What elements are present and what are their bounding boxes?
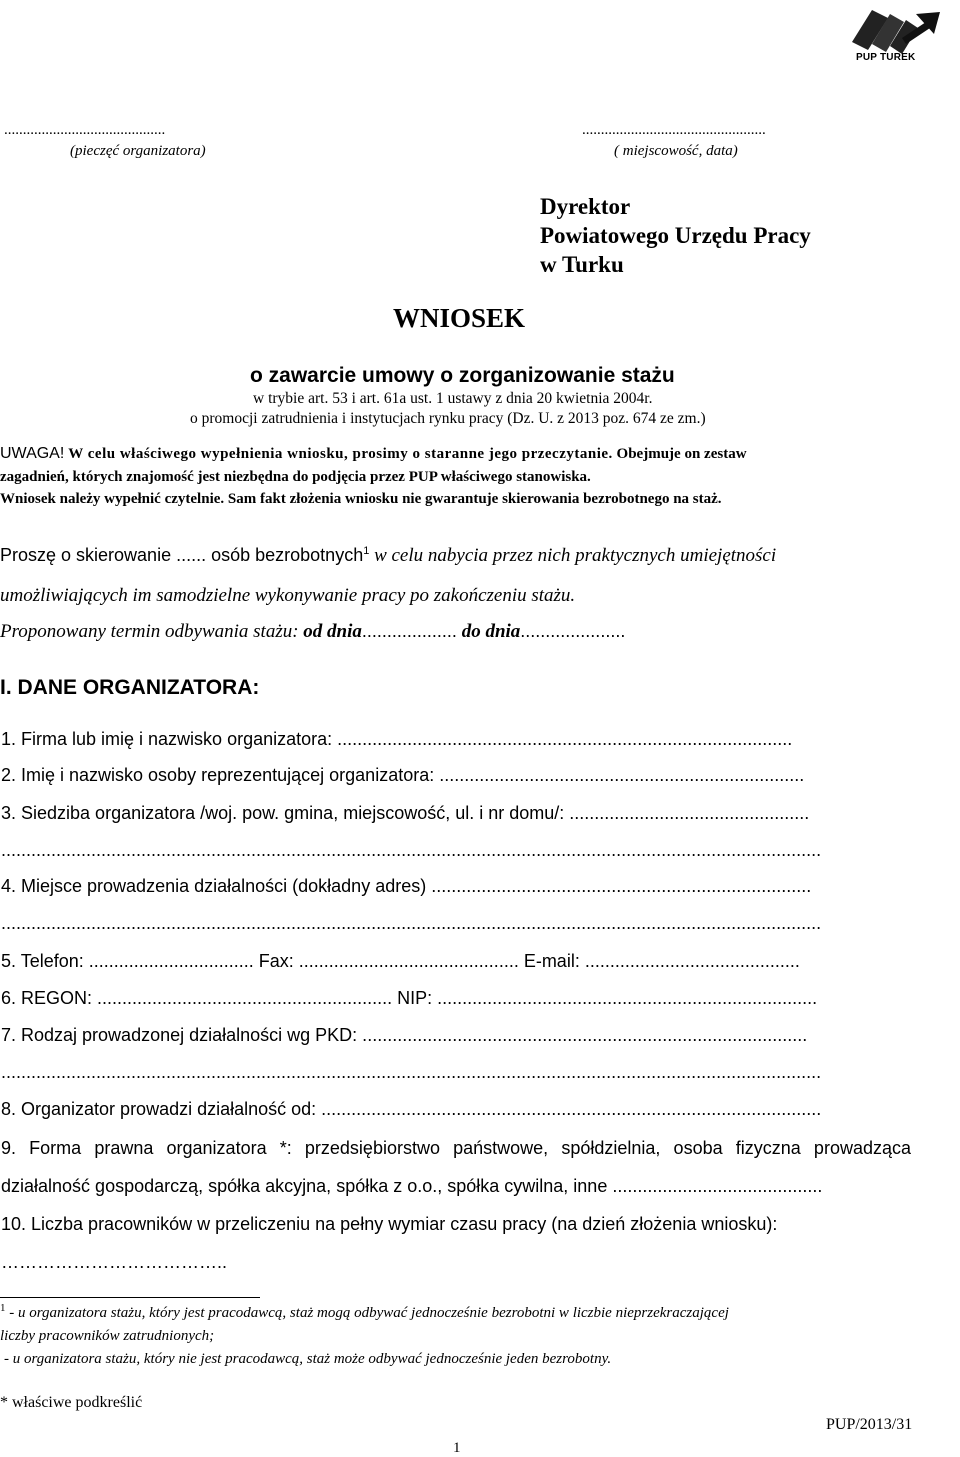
footnote-line3: - u organizatora stażu, który nie jest pracodawcą, staż może odbywać jednocześnie jeden bezrobotny. — [4, 1351, 612, 1367]
warning-line1 — [0, 443, 747, 465]
place-date-caption: ( miejscowość, data) — [614, 143, 738, 159]
stamp-caption: (pieczęć organizatora) — [70, 143, 206, 159]
field-contact[interactable]: 5. Telefon: ................................. Fax: ............................................ E-mail: ........................................... — [1, 951, 800, 971]
field-pkd[interactable]: 7. Rodzaj prowadzonej działalności wg PKD: ......................................................................................... — [1, 1025, 808, 1045]
term-from-label: od dnia — [303, 621, 362, 642]
field-seat-continued[interactable]: .................................................................................................................................................................... — [1, 840, 822, 860]
request-line2: umożliwiających im samodzielne wykonywanie pracy po zakończeniu stażu. — [0, 585, 576, 606]
page-number: 1 — [453, 1440, 461, 1456]
field-representative[interactable]: 2. Imię i nazwisko osoby reprezentującej organizatora: ......................................................................... — [1, 765, 805, 785]
warning-no-guarantee: Sam fakt złożenia wniosku nie gwarantuje skierowania bezrobotnego na staż. — [224, 491, 722, 507]
field-legal-form-continued[interactable]: działalność gospodarczą, spółka akcyjna, spółka z o.o., spółka cywilna, inne .......................................... — [1, 1176, 823, 1196]
footnote-ref: 1 — [363, 545, 370, 557]
document-code: PUP/2013/31 — [826, 1416, 913, 1433]
proposed-term — [0, 621, 625, 643]
field-business-address[interactable]: 4. Miejsce prowadzenia działalności (dokładny adres) ............................................................................ — [1, 876, 812, 896]
warning-text-a: W celu właściwego wypełnienia wniosku, prosimy o staranne jego przeczytanie. — [64, 446, 613, 462]
request-line1 — [0, 545, 922, 567]
term-to-dots: ..................... — [520, 621, 626, 641]
field-legal-form: 9. Forma prawna organizatora *: przedsiębiorstwo państwowe, spółdzielnia, osoba fizyczna prowadząca — [1, 1138, 911, 1158]
warning-label: UWAGA! — [0, 445, 65, 462]
request-part1: Proszę o skierowanie ...... — [0, 545, 207, 565]
warning-text-b: Obejmuje on zestaw — [612, 446, 747, 462]
field-employees: 10. Liczba pracowników w przeliczeniu na pełny wymiar czasu pracy (na dzień złożenia wniosku): — [1, 1214, 778, 1234]
term-to-label: do dnia — [456, 621, 521, 642]
field-pkd-continued[interactable]: .................................................................................................................................................................... — [1, 1062, 822, 1082]
addressee-line3: w Turku — [540, 252, 624, 277]
place-date-dots: ................................................. — [582, 122, 766, 138]
field-seat[interactable]: 3. Siedziba organizatora /woj. pow. gmina, miejscowość, ul. i nr domu/: ................................................ — [1, 803, 810, 823]
request-part2: osób bezrobotnych — [206, 545, 364, 565]
document-subtitle: o zawarcie umowy o zorganizowanie stażu — [250, 364, 675, 387]
addressee-line1: Dyrektor — [540, 194, 631, 219]
field-business-address-continued[interactable]: .................................................................................................................................................................... — [1, 913, 822, 933]
warning-line2: zagadnień, których znajomość jest niezbędna do podjęcia przez PUP właściwego stanowiska. — [0, 469, 591, 485]
field-company-name[interactable]: 1. Firma lub imię i nazwisko organizatora: ........................................................................................... — [1, 729, 793, 749]
field-regon-nip[interactable]: 6. REGON: ........................................................... NIP: ............................................................................ — [1, 988, 818, 1008]
term-from-dots: ................... — [361, 621, 457, 641]
warning-legible: Wniosek należy wypełnić czytelnie. — [0, 491, 225, 507]
warning-line3 — [0, 488, 722, 510]
term-label: Proponowany termin odbywania stażu: — [0, 621, 304, 642]
footnote-line2: liczby pracowników zatrudnionych; — [0, 1328, 215, 1344]
underline-note: * właściwe podkreślić — [0, 1394, 143, 1411]
footnote-separator — [0, 1297, 260, 1298]
legal-basis-line2: o promocji zatrudnienia i instytucjach rynku pracy (Dz. U. z 2013 poz. 674 ze zm.) — [190, 410, 706, 427]
addressee-line2: Powiatowego Urzędu Pracy — [540, 223, 811, 248]
legal-basis-line1: w trybie art. 53 i art. 61a ust. 1 ustawy z dnia 20 kwietnia 2004r. — [253, 390, 653, 407]
logo-text: PUP TUREK — [856, 52, 916, 63]
footnote-number: 1 — [0, 1302, 6, 1314]
footnote-line1 — [0, 1302, 729, 1322]
footnote-text1: - u organizatora stażu, który jest pracodawcą, staż mogą odbywać jednocześnie bezrobotni w liczbie nieprzekraczającej — [5, 1305, 729, 1321]
addressee — [540, 192, 811, 279]
section-heading: I. DANE ORGANIZATORA: — [0, 676, 260, 699]
document-title: WNIOSEK — [393, 303, 526, 333]
field-employees-value[interactable]: ……………………………….. — [1, 1252, 228, 1272]
request-part3: w celu nabycia przez nich praktycznych umiejętności — [369, 545, 777, 566]
field-activity-since[interactable]: 8. Organizator prowadzi działalność od: .................................................................................................... — [1, 1099, 822, 1119]
stamp-dots: ........................................... — [4, 122, 166, 138]
